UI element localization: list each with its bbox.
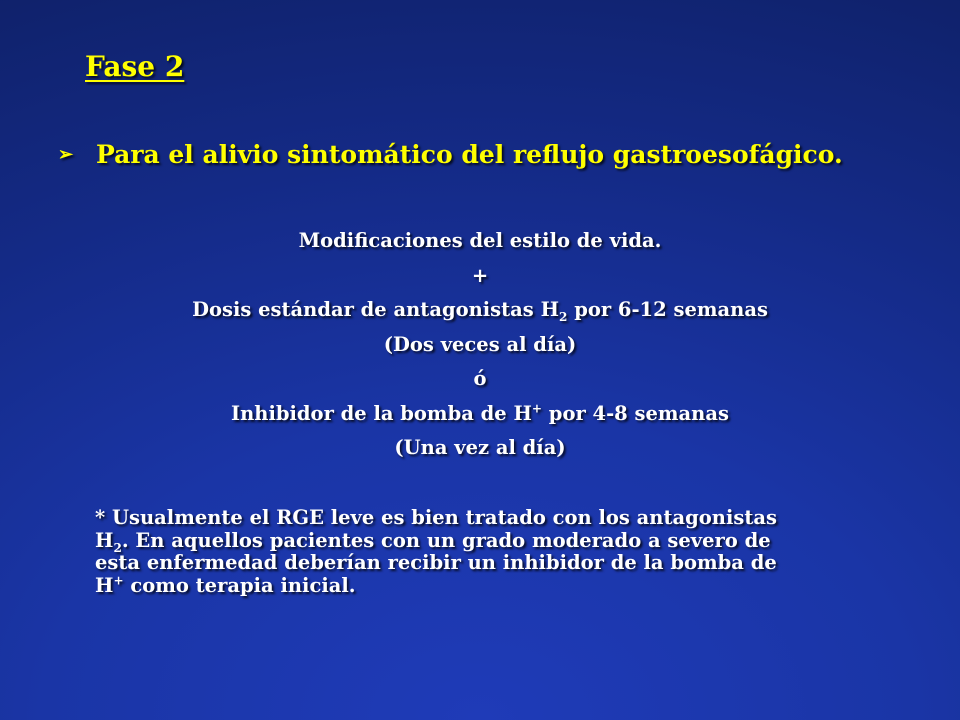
bullet-text: Para el alivio sintomático del reflujo gastroesofágico. (96, 140, 843, 169)
regimen-line: (Dos veces al día) (383, 332, 577, 356)
regimen-or: ó (473, 367, 487, 390)
superscript: + (531, 401, 543, 415)
superscript: + (113, 573, 124, 587)
regimen-text: Inhibidor de la bomba de H (231, 401, 532, 425)
footnote-line (95, 575, 895, 598)
regimen-line: (Una vez al día) (394, 436, 566, 459)
footnote-text: . En aquellos pacientes con un grado moderado a severo de (121, 528, 771, 552)
arrow-bullet-icon: ➢ (58, 144, 74, 165)
footnote-text: H (95, 573, 114, 597)
subscript: 2 (559, 309, 568, 324)
footnote-text: como terapia inicial. (123, 573, 356, 597)
slide-title: Fase 2 (85, 50, 185, 83)
footnote-line (95, 530, 895, 553)
regimen-text: por 4-8 semanas (542, 401, 729, 425)
subscript: 2 (113, 540, 122, 555)
footnote (95, 507, 895, 597)
bullet-item (58, 140, 938, 169)
regimen-text: Dosis estándar de antagonistas H (192, 298, 559, 321)
regimen-line (0, 293, 960, 328)
regimen-plus: + (471, 263, 489, 287)
treatment-regimen (0, 224, 960, 466)
footnote-line: * Usualmente el RGE leve es bien tratado con los antagonistas (95, 506, 777, 529)
regimen-line: Modificaciones del estilo de vida. (298, 229, 662, 252)
footnote-text: H (95, 528, 114, 552)
footnote-line: esta enfermedad deberían recibir un inhibidor de la bomba de (95, 551, 777, 574)
regimen-line (0, 397, 960, 432)
regimen-text: por 6-12 semanas (567, 298, 768, 321)
